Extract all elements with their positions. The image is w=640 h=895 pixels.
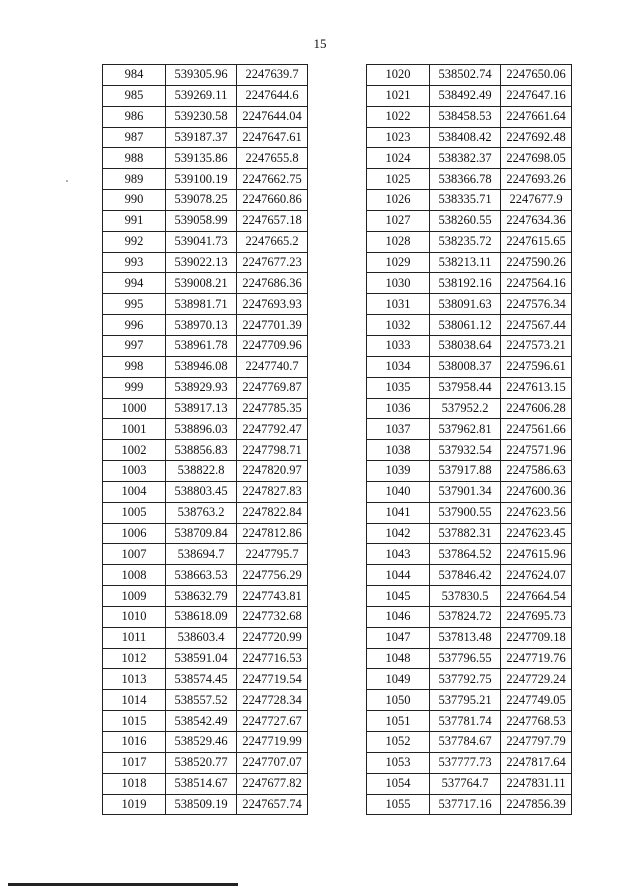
x-coordinate-cell: 539269.11 (166, 85, 237, 106)
y-coordinate-cell: 2247756.29 (237, 565, 308, 586)
y-coordinate-cell: 2247812.86 (237, 523, 308, 544)
y-coordinate-cell: 2247732.68 (237, 606, 308, 627)
point-number-cell: 993 (103, 252, 166, 273)
table-row (367, 523, 572, 544)
table-row (367, 210, 572, 231)
y-coordinate-cell: 2247693.93 (237, 294, 308, 315)
point-number-cell: 1011 (103, 627, 166, 648)
y-coordinate-cell: 2247856.39 (501, 794, 572, 815)
point-number-cell: 1055 (367, 794, 430, 815)
y-coordinate-cell: 2247677.23 (237, 252, 308, 273)
point-number-cell: 1048 (367, 648, 430, 669)
y-coordinate-cell: 2247831.11 (501, 773, 572, 794)
x-coordinate-cell: 539058.99 (166, 210, 237, 231)
table-row (103, 273, 308, 294)
y-coordinate-cell: 2247650.06 (501, 65, 572, 86)
x-coordinate-cell: 538709.84 (166, 523, 237, 544)
point-number-cell: 1054 (367, 773, 430, 794)
x-coordinate-cell: 538542.49 (166, 711, 237, 732)
point-number-cell: 1046 (367, 606, 430, 627)
table-row (367, 669, 572, 690)
point-number-cell: 1043 (367, 544, 430, 565)
table-row (103, 752, 308, 773)
x-coordinate-cell: 539305.96 (166, 65, 237, 86)
table-row (367, 106, 572, 127)
x-coordinate-cell: 538192.16 (430, 273, 501, 294)
x-coordinate-cell: 537796.55 (430, 648, 501, 669)
table-row (103, 190, 308, 211)
table-row (103, 481, 308, 502)
table-row (103, 606, 308, 627)
table-row (367, 294, 572, 315)
coordinates-table-left-body (103, 65, 308, 815)
y-coordinate-cell: 2247795.7 (237, 544, 308, 565)
x-coordinate-cell: 537777.73 (430, 752, 501, 773)
point-number-cell: 1013 (103, 669, 166, 690)
x-coordinate-cell: 539135.86 (166, 148, 237, 169)
point-number-cell: 1015 (103, 711, 166, 732)
y-coordinate-cell: 2247664.54 (501, 586, 572, 607)
point-number-cell: 994 (103, 273, 166, 294)
table-row (103, 732, 308, 753)
table-row (103, 294, 308, 315)
table-row (367, 690, 572, 711)
y-coordinate-cell: 2247677.9 (501, 190, 572, 211)
x-coordinate-cell: 537864.52 (430, 544, 501, 565)
table-row (367, 169, 572, 190)
point-number-cell: 1029 (367, 252, 430, 273)
x-coordinate-cell: 537900.55 (430, 502, 501, 523)
x-coordinate-cell: 538502.74 (430, 65, 501, 86)
y-coordinate-cell: 2247564.16 (501, 273, 572, 294)
y-coordinate-cell: 2247720.99 (237, 627, 308, 648)
x-coordinate-cell: 538408.42 (430, 127, 501, 148)
table-row (367, 273, 572, 294)
point-number-cell: 1003 (103, 461, 166, 482)
x-coordinate-cell: 538529.46 (166, 732, 237, 753)
x-coordinate-cell: 539041.73 (166, 231, 237, 252)
point-number-cell: 1022 (367, 106, 430, 127)
x-coordinate-cell: 537813.48 (430, 627, 501, 648)
table-row (103, 523, 308, 544)
x-coordinate-cell: 538235.72 (430, 231, 501, 252)
y-coordinate-cell: 2247561.66 (501, 419, 572, 440)
x-coordinate-cell: 538038.64 (430, 335, 501, 356)
x-coordinate-cell: 538929.93 (166, 377, 237, 398)
table-row (103, 398, 308, 419)
point-number-cell: 1006 (103, 523, 166, 544)
y-coordinate-cell: 2247606.28 (501, 398, 572, 419)
point-number-cell: 1033 (367, 335, 430, 356)
table-row (367, 231, 572, 252)
point-number-cell: 1045 (367, 586, 430, 607)
x-coordinate-cell: 538213.11 (430, 252, 501, 273)
point-number-cell: 1028 (367, 231, 430, 252)
point-number-cell: 1010 (103, 606, 166, 627)
y-coordinate-cell: 2247719.76 (501, 648, 572, 669)
y-coordinate-cell: 2247729.24 (501, 669, 572, 690)
table-row (367, 481, 572, 502)
x-coordinate-cell: 538366.78 (430, 169, 501, 190)
point-number-cell: 1012 (103, 648, 166, 669)
x-coordinate-cell: 538520.77 (166, 752, 237, 773)
y-coordinate-cell: 2247615.65 (501, 231, 572, 252)
point-number-cell: 995 (103, 294, 166, 315)
table-row (103, 648, 308, 669)
table-row (103, 565, 308, 586)
point-number-cell: 1017 (103, 752, 166, 773)
point-number-cell: 992 (103, 231, 166, 252)
y-coordinate-cell: 2247571.96 (501, 440, 572, 461)
x-coordinate-cell: 538008.37 (430, 356, 501, 377)
table-row (103, 461, 308, 482)
point-number-cell: 1038 (367, 440, 430, 461)
y-coordinate-cell: 2247613.15 (501, 377, 572, 398)
table-row (367, 502, 572, 523)
point-number-cell: 1018 (103, 773, 166, 794)
y-coordinate-cell: 2247634.36 (501, 210, 572, 231)
table-row (103, 85, 308, 106)
table-row (367, 419, 572, 440)
coordinates-table-right-body (367, 65, 572, 815)
x-coordinate-cell: 538822.8 (166, 461, 237, 482)
point-number-cell: 1005 (103, 502, 166, 523)
x-coordinate-cell: 537830.5 (430, 586, 501, 607)
table-row (367, 461, 572, 482)
point-number-cell: 990 (103, 190, 166, 211)
point-number-cell: 1024 (367, 148, 430, 169)
y-coordinate-cell: 2247615.96 (501, 544, 572, 565)
y-coordinate-cell: 2247567.44 (501, 315, 572, 336)
point-number-cell: 1050 (367, 690, 430, 711)
x-coordinate-cell: 537795.21 (430, 690, 501, 711)
y-coordinate-cell: 2247798.71 (237, 440, 308, 461)
y-coordinate-cell: 2247623.45 (501, 523, 572, 544)
point-number-cell: 1040 (367, 481, 430, 502)
point-number-cell: 1026 (367, 190, 430, 211)
y-coordinate-cell: 2247600.36 (501, 481, 572, 502)
x-coordinate-cell: 538970.13 (166, 315, 237, 336)
y-coordinate-cell: 2247698.05 (501, 148, 572, 169)
point-number-cell: 1052 (367, 732, 430, 753)
table-row (103, 315, 308, 336)
point-number-cell: 1053 (367, 752, 430, 773)
point-number-cell: 1042 (367, 523, 430, 544)
x-coordinate-cell: 538509.19 (166, 794, 237, 815)
y-coordinate-cell: 2247647.16 (501, 85, 572, 106)
y-coordinate-cell: 2247709.18 (501, 627, 572, 648)
point-number-cell: 1047 (367, 627, 430, 648)
y-coordinate-cell: 2247797.79 (501, 732, 572, 753)
y-coordinate-cell: 2247822.84 (237, 502, 308, 523)
x-coordinate-cell: 539008.21 (166, 273, 237, 294)
x-coordinate-cell: 539022.13 (166, 252, 237, 273)
x-coordinate-cell: 539187.37 (166, 127, 237, 148)
point-number-cell: 1034 (367, 356, 430, 377)
point-number-cell: 1007 (103, 544, 166, 565)
point-number-cell: 997 (103, 335, 166, 356)
point-number-cell: 984 (103, 65, 166, 86)
table-row (367, 544, 572, 565)
table-row (367, 773, 572, 794)
x-coordinate-cell: 539100.19 (166, 169, 237, 190)
point-number-cell: 1014 (103, 690, 166, 711)
table-row (367, 377, 572, 398)
point-number-cell: 1037 (367, 419, 430, 440)
y-coordinate-cell: 2247665.2 (237, 231, 308, 252)
y-coordinate-cell: 2247740.7 (237, 356, 308, 377)
x-coordinate-cell: 538961.78 (166, 335, 237, 356)
y-coordinate-cell: 2247644.6 (237, 85, 308, 106)
x-coordinate-cell: 537932.54 (430, 440, 501, 461)
point-number-cell: 1009 (103, 586, 166, 607)
table-row (367, 648, 572, 669)
x-coordinate-cell: 538896.03 (166, 419, 237, 440)
x-coordinate-cell: 538335.71 (430, 190, 501, 211)
y-coordinate-cell: 2247707.07 (237, 752, 308, 773)
table-row (367, 627, 572, 648)
point-number-cell: 991 (103, 210, 166, 231)
y-coordinate-cell: 2247693.26 (501, 169, 572, 190)
table-row (103, 690, 308, 711)
table-row (103, 544, 308, 565)
y-coordinate-cell: 2247719.54 (237, 669, 308, 690)
y-coordinate-cell: 2247719.99 (237, 732, 308, 753)
x-coordinate-cell: 537781.74 (430, 711, 501, 732)
x-coordinate-cell: 538091.63 (430, 294, 501, 315)
table-row (367, 335, 572, 356)
x-coordinate-cell: 538591.04 (166, 648, 237, 669)
point-number-cell: 987 (103, 127, 166, 148)
y-coordinate-cell: 2247701.39 (237, 315, 308, 336)
table-row (103, 586, 308, 607)
y-coordinate-cell: 2247639.7 (237, 65, 308, 86)
x-coordinate-cell: 537824.72 (430, 606, 501, 627)
y-coordinate-cell: 2247768.53 (501, 711, 572, 732)
y-coordinate-cell: 2247792.47 (237, 419, 308, 440)
x-coordinate-cell: 538618.09 (166, 606, 237, 627)
table-row (103, 252, 308, 273)
point-number-cell: 1023 (367, 127, 430, 148)
y-coordinate-cell: 2247573.21 (501, 335, 572, 356)
point-number-cell: 1002 (103, 440, 166, 461)
point-number-cell: 1036 (367, 398, 430, 419)
point-number-cell: 1044 (367, 565, 430, 586)
point-number-cell: 1039 (367, 461, 430, 482)
y-coordinate-cell: 2247677.82 (237, 773, 308, 794)
table-row (103, 356, 308, 377)
x-coordinate-cell: 538458.53 (430, 106, 501, 127)
x-coordinate-cell: 538663.53 (166, 565, 237, 586)
table-row (103, 127, 308, 148)
point-number-cell: 1025 (367, 169, 430, 190)
x-coordinate-cell: 537952.2 (430, 398, 501, 419)
x-coordinate-cell: 538694.7 (166, 544, 237, 565)
point-number-cell: 1030 (367, 273, 430, 294)
x-coordinate-cell: 538632.79 (166, 586, 237, 607)
table-row (103, 627, 308, 648)
x-coordinate-cell: 537917.88 (430, 461, 501, 482)
point-number-cell: 988 (103, 148, 166, 169)
scan-speck (66, 180, 68, 182)
y-coordinate-cell: 2247576.34 (501, 294, 572, 315)
footer-rule (8, 883, 238, 886)
y-coordinate-cell: 2247769.87 (237, 377, 308, 398)
x-coordinate-cell: 537717.16 (430, 794, 501, 815)
table-row (103, 106, 308, 127)
table-row (367, 148, 572, 169)
table-row (103, 794, 308, 815)
y-coordinate-cell: 2247749.05 (501, 690, 572, 711)
point-number-cell: 1027 (367, 210, 430, 231)
table-row (103, 231, 308, 252)
coordinates-table-right (366, 64, 572, 815)
point-number-cell: 1021 (367, 85, 430, 106)
y-coordinate-cell: 2247662.75 (237, 169, 308, 190)
table-row (367, 252, 572, 273)
x-coordinate-cell: 538856.83 (166, 440, 237, 461)
x-coordinate-cell: 538803.45 (166, 481, 237, 502)
point-number-cell: 1019 (103, 794, 166, 815)
x-coordinate-cell: 537784.67 (430, 732, 501, 753)
x-coordinate-cell: 538917.13 (166, 398, 237, 419)
table-row (367, 440, 572, 461)
table-row (103, 502, 308, 523)
y-coordinate-cell: 2247657.74 (237, 794, 308, 815)
x-coordinate-cell: 537958.44 (430, 377, 501, 398)
point-number-cell: 1000 (103, 398, 166, 419)
y-coordinate-cell: 2247655.8 (237, 148, 308, 169)
y-coordinate-cell: 2247660.86 (237, 190, 308, 211)
page-number: 15 (313, 36, 327, 51)
point-number-cell: 998 (103, 356, 166, 377)
y-coordinate-cell: 2247827.83 (237, 481, 308, 502)
point-number-cell: 996 (103, 315, 166, 336)
table-row (103, 669, 308, 690)
x-coordinate-cell: 537764.7 (430, 773, 501, 794)
table-row (367, 752, 572, 773)
y-coordinate-cell: 2247590.26 (501, 252, 572, 273)
table-row (367, 606, 572, 627)
table-row (103, 440, 308, 461)
table-row (367, 711, 572, 732)
point-number-cell: 999 (103, 377, 166, 398)
coordinates-table-left (102, 64, 308, 815)
table-row (103, 377, 308, 398)
y-coordinate-cell: 2247716.53 (237, 648, 308, 669)
table-row (367, 565, 572, 586)
table-row (103, 773, 308, 794)
y-coordinate-cell: 2247647.61 (237, 127, 308, 148)
point-number-cell: 985 (103, 85, 166, 106)
point-number-cell: 1008 (103, 565, 166, 586)
y-coordinate-cell: 2247695.73 (501, 606, 572, 627)
point-number-cell: 989 (103, 169, 166, 190)
y-coordinate-cell: 2247623.56 (501, 502, 572, 523)
y-coordinate-cell: 2247661.64 (501, 106, 572, 127)
table-row (367, 190, 572, 211)
table-row (103, 148, 308, 169)
y-coordinate-cell: 2247586.63 (501, 461, 572, 482)
x-coordinate-cell: 539230.58 (166, 106, 237, 127)
table-row (103, 711, 308, 732)
point-number-cell: 1004 (103, 481, 166, 502)
x-coordinate-cell: 538061.12 (430, 315, 501, 336)
y-coordinate-cell: 2247820.97 (237, 461, 308, 482)
table-row (103, 335, 308, 356)
y-coordinate-cell: 2247785.35 (237, 398, 308, 419)
point-number-cell: 1051 (367, 711, 430, 732)
x-coordinate-cell: 538946.08 (166, 356, 237, 377)
point-number-cell: 1020 (367, 65, 430, 86)
table-row (367, 356, 572, 377)
table-row (367, 398, 572, 419)
point-number-cell: 986 (103, 106, 166, 127)
point-number-cell: 1001 (103, 419, 166, 440)
x-coordinate-cell: 538981.71 (166, 294, 237, 315)
x-coordinate-cell: 539078.25 (166, 190, 237, 211)
point-number-cell: 1041 (367, 502, 430, 523)
x-coordinate-cell: 538763.2 (166, 502, 237, 523)
x-coordinate-cell: 538514.67 (166, 773, 237, 794)
x-coordinate-cell: 538574.45 (166, 669, 237, 690)
point-number-cell: 1035 (367, 377, 430, 398)
table-row (103, 169, 308, 190)
table-row (367, 732, 572, 753)
y-coordinate-cell: 2247644.04 (237, 106, 308, 127)
x-coordinate-cell: 537901.34 (430, 481, 501, 502)
table-row (103, 65, 308, 86)
point-number-cell: 1032 (367, 315, 430, 336)
table-row (367, 315, 572, 336)
table-row (367, 794, 572, 815)
x-coordinate-cell: 538557.52 (166, 690, 237, 711)
x-coordinate-cell: 538603.4 (166, 627, 237, 648)
x-coordinate-cell: 537962.81 (430, 419, 501, 440)
y-coordinate-cell: 2247709.96 (237, 335, 308, 356)
x-coordinate-cell: 538260.55 (430, 210, 501, 231)
y-coordinate-cell: 2247728.34 (237, 690, 308, 711)
table-row (103, 210, 308, 231)
table-row (367, 127, 572, 148)
y-coordinate-cell: 2247727.67 (237, 711, 308, 732)
point-number-cell: 1016 (103, 732, 166, 753)
point-number-cell: 1031 (367, 294, 430, 315)
y-coordinate-cell: 2247692.48 (501, 127, 572, 148)
y-coordinate-cell: 2247657.18 (237, 210, 308, 231)
table-row (367, 586, 572, 607)
table-row (367, 65, 572, 86)
point-number-cell: 1049 (367, 669, 430, 690)
y-coordinate-cell: 2247686.36 (237, 273, 308, 294)
y-coordinate-cell: 2247624.07 (501, 565, 572, 586)
table-row (103, 419, 308, 440)
table-row (367, 85, 572, 106)
x-coordinate-cell: 538382.37 (430, 148, 501, 169)
x-coordinate-cell: 538492.49 (430, 85, 501, 106)
y-coordinate-cell: 2247817.64 (501, 752, 572, 773)
y-coordinate-cell: 2247743.81 (237, 586, 308, 607)
x-coordinate-cell: 537846.42 (430, 565, 501, 586)
y-coordinate-cell: 2247596.61 (501, 356, 572, 377)
x-coordinate-cell: 537882.31 (430, 523, 501, 544)
x-coordinate-cell: 537792.75 (430, 669, 501, 690)
